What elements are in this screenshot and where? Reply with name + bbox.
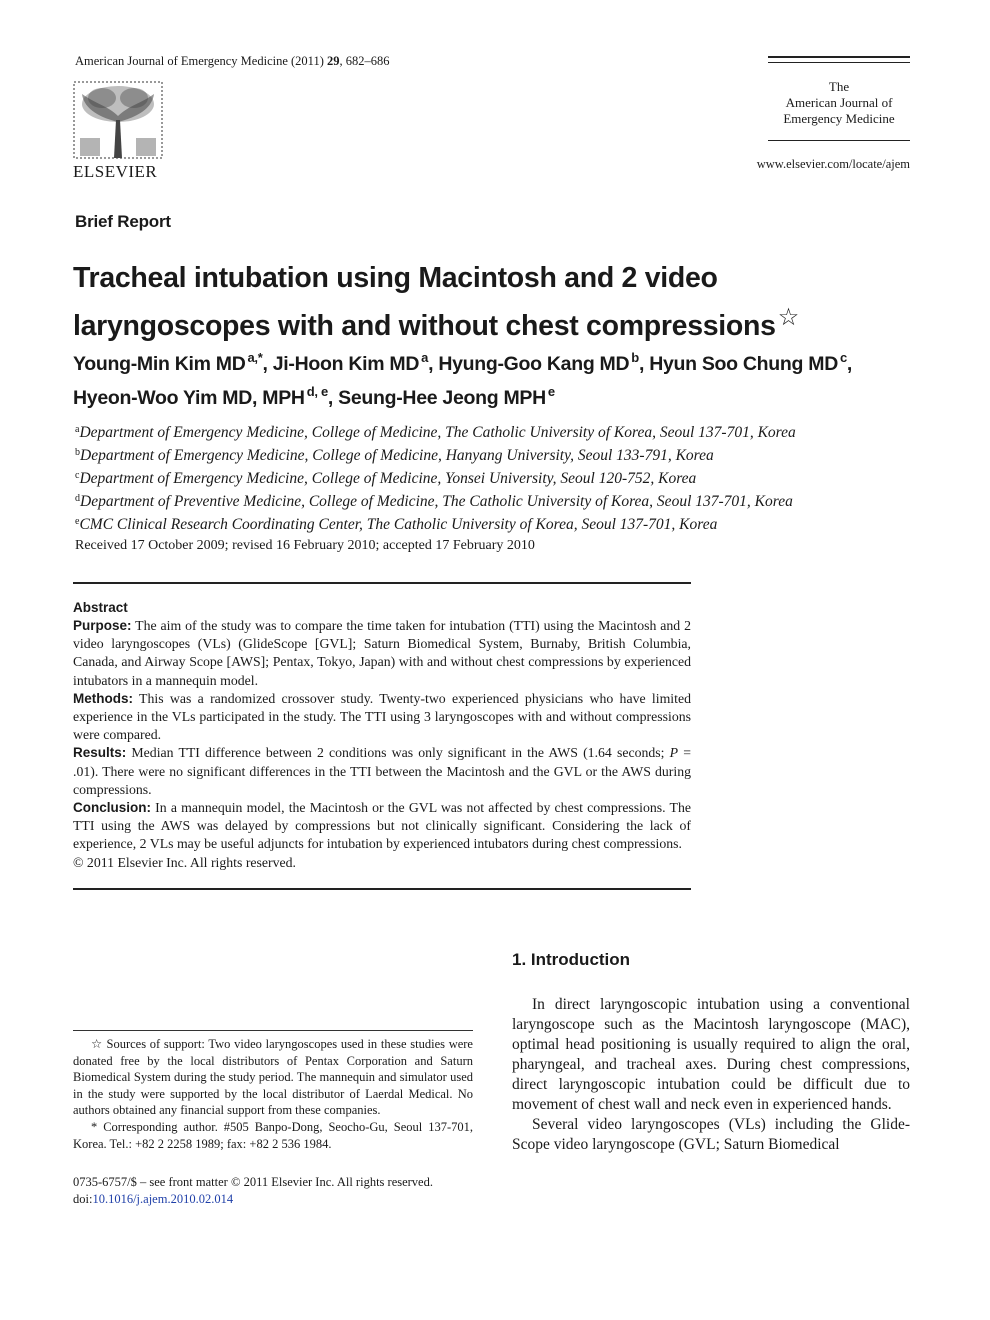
issn-line: 0735-6757/$ – see front matter © 2011 Elsevier Inc. All rights reserved. [73, 1175, 433, 1189]
author[interactable]: Hyung-Goo Kang MD $^b$ [438, 350, 639, 375]
author[interactable]: Young-Min Kim MD $^{a,*}$ [73, 350, 263, 375]
journal-citation: American Journal of Emergency Medicine (2011) 29, 682–686 [75, 54, 390, 68]
author[interactable]: Hyun Soo Chung MD $^c$ [649, 350, 847, 375]
affiliation-list [75, 420, 796, 535]
article-title [73, 258, 893, 346]
publisher-name: ELSEVIER [73, 162, 158, 181]
affiliation-item: $^a$Department of Emergency Medicine, College of Medicine, The Catholic University of Korea, Seoul 137-701, Korea [75, 424, 796, 441]
paragraph: In direct laryngoscopic intubation using a conventional laryngoscope such as the Macintosh laryngoscope (MAC), optimal head positioning is usually required to align the oral, pharyngeal, and tracheal axes. During chest compressions, direct laryngoscopic intubation could be difficult due to movement of chest wall and neck even in experienced hands. [512, 996, 910, 1113]
doi-line: doi:10.1016/j.ajem.2010.02.014 [73, 1192, 234, 1206]
author[interactable]: Ji-Hoon Kim MD $^a$ [272, 350, 429, 375]
abstract-purpose: Purpose: The aim of the study was to compare the time taken for intubation (TTI) using the Macintosh and 2 video laryngoscopes (VLs) (GlideScope [GVL]; Saturn Biomedical System, Burnaby, British Columbia, Canada, and Airway Scope [AWS]; Pentax, Tokyo, Japan) with and without chest compressions by experienced intubators in a mannequin model. [73, 618, 691, 688]
introduction-text [512, 995, 910, 1155]
section-heading-introduction: 1. Introduction [512, 950, 631, 969]
affiliation-item: $^d$Department of Preventive Medicine, College of Medicine, The Catholic University of Korea, Seoul 137-701, Korea [75, 493, 793, 510]
footnote-support: ☆ Sources of support: Two video laryngoscopes used in these studies were donated free by the local distributors of Pentax Corporation and Saturn Biomedical System during the study period. The mannequin and simulator used in the study were supported by the local distributor of Laerdal Medical. No authors obtained any financial support from these companies. [73, 1037, 473, 1118]
journal-url-link[interactable]: www.elsevier.com/locate/ajem [756, 157, 910, 171]
journal-logo-name [768, 79, 910, 127]
logo-rule-top [768, 56, 910, 58]
paragraph: Several video laryngoscopes (VLs) including the Glide-Scope video laryngoscope (GVL; Saturn Biomedical [512, 1116, 910, 1153]
journal-logo [768, 56, 910, 141]
footnote-star-icon: ☆ [91, 1037, 103, 1051]
abstract-conclusion: Conclusion: In a mannequin model, the Macintosh or the GVL was not affected by chest compressions. The TTI using the AWS was delayed by compressions but not clinically significant. Considering the lack of experience, 2 VLs may be useful adjuncts for intubation by experienced intubators during chest compressions. [73, 800, 691, 852]
elsevier-tree-logo-icon [72, 80, 164, 162]
abstract-rule-bottom [73, 888, 691, 890]
abstract-methods: Methods: This was a randomized crossover study. Twenty-two experienced physicians who have limited experience in the VLs participated in the study. The TTI using 3 laryngoscopes with and without compressions were compared. [73, 690, 691, 743]
abstract-copyright: © 2011 Elsevier Inc. All rights reserved. [73, 854, 296, 870]
abstract-body [73, 584, 691, 872]
title-line: laryngoscopes with and without chest compressions☆ [73, 304, 799, 342]
logo-line: The [828, 79, 850, 94]
abstract-heading: Abstract [73, 600, 128, 615]
logo-line: Emergency Medicine [783, 111, 895, 126]
logo-rule-bottom [768, 140, 910, 141]
affiliation-item: $^c$Department of Emergency Medicine, College of Medicine, Yonsei University, Seoul 120-752, Korea [75, 470, 697, 487]
logo-line: American Journal of [785, 95, 893, 110]
abstract-results: Results: Median TTI difference between 2 conditions was only significant in the AWS (1.64 seconds; P = .01). There were no significant differences in the TTI between the Macintosh and the GVL or the AWS during compressions. [73, 745, 692, 797]
author[interactable]: Seung-Hee Jeong MPH $^e$ [338, 384, 555, 409]
author-list: Young-Min Kim MD $^{a,*}$, Ji-Hoon Kim MD $^a$, Hyung-Goo Kang MD $^b$, Hyun Soo Chung MD $^c$, Hyeon-Woo Yim MD, MPH $^{d, e}$, Seung-Hee Jeong MPH $^e$ [73, 350, 853, 409]
affiliation-item: $^e$CMC Clinical Research Coordinating Center, The Catholic University of Korea, Seoul 137-701, Korea [75, 516, 718, 533]
footnotes [73, 1030, 473, 1152]
footnote-corresponding: * Corresponding author. #505 Banpo-Dong, Seocho-Gu, Seoul 137-701, Korea. Tel.: +82 2 2258 1989; fax: +82 2 536 1984. [73, 1119, 473, 1151]
title-line: Tracheal intubation using Macintosh and 2 video [73, 262, 718, 294]
abstract-box [73, 582, 691, 890]
article-dates: Received 17 October 2009; revised 16 February 2010; accepted 17 February 2010 [75, 538, 535, 553]
doi-link[interactable]: 10.1016/j.ajem.2010.02.014 [92, 1192, 234, 1206]
title-footnote-star-icon[interactable]: ☆ [777, 304, 799, 331]
author[interactable]: Hyeon-Woo Yim MD, MPH $^{d, e}$ [73, 384, 328, 409]
article-type: Brief Report [75, 212, 171, 231]
logo-rule-thin [768, 62, 910, 63]
issn-doi-block [73, 1174, 473, 1208]
affiliation-item: $^b$Department of Emergency Medicine, College of Medicine, Hanyang University, Seoul 133-791, Korea [75, 447, 714, 464]
